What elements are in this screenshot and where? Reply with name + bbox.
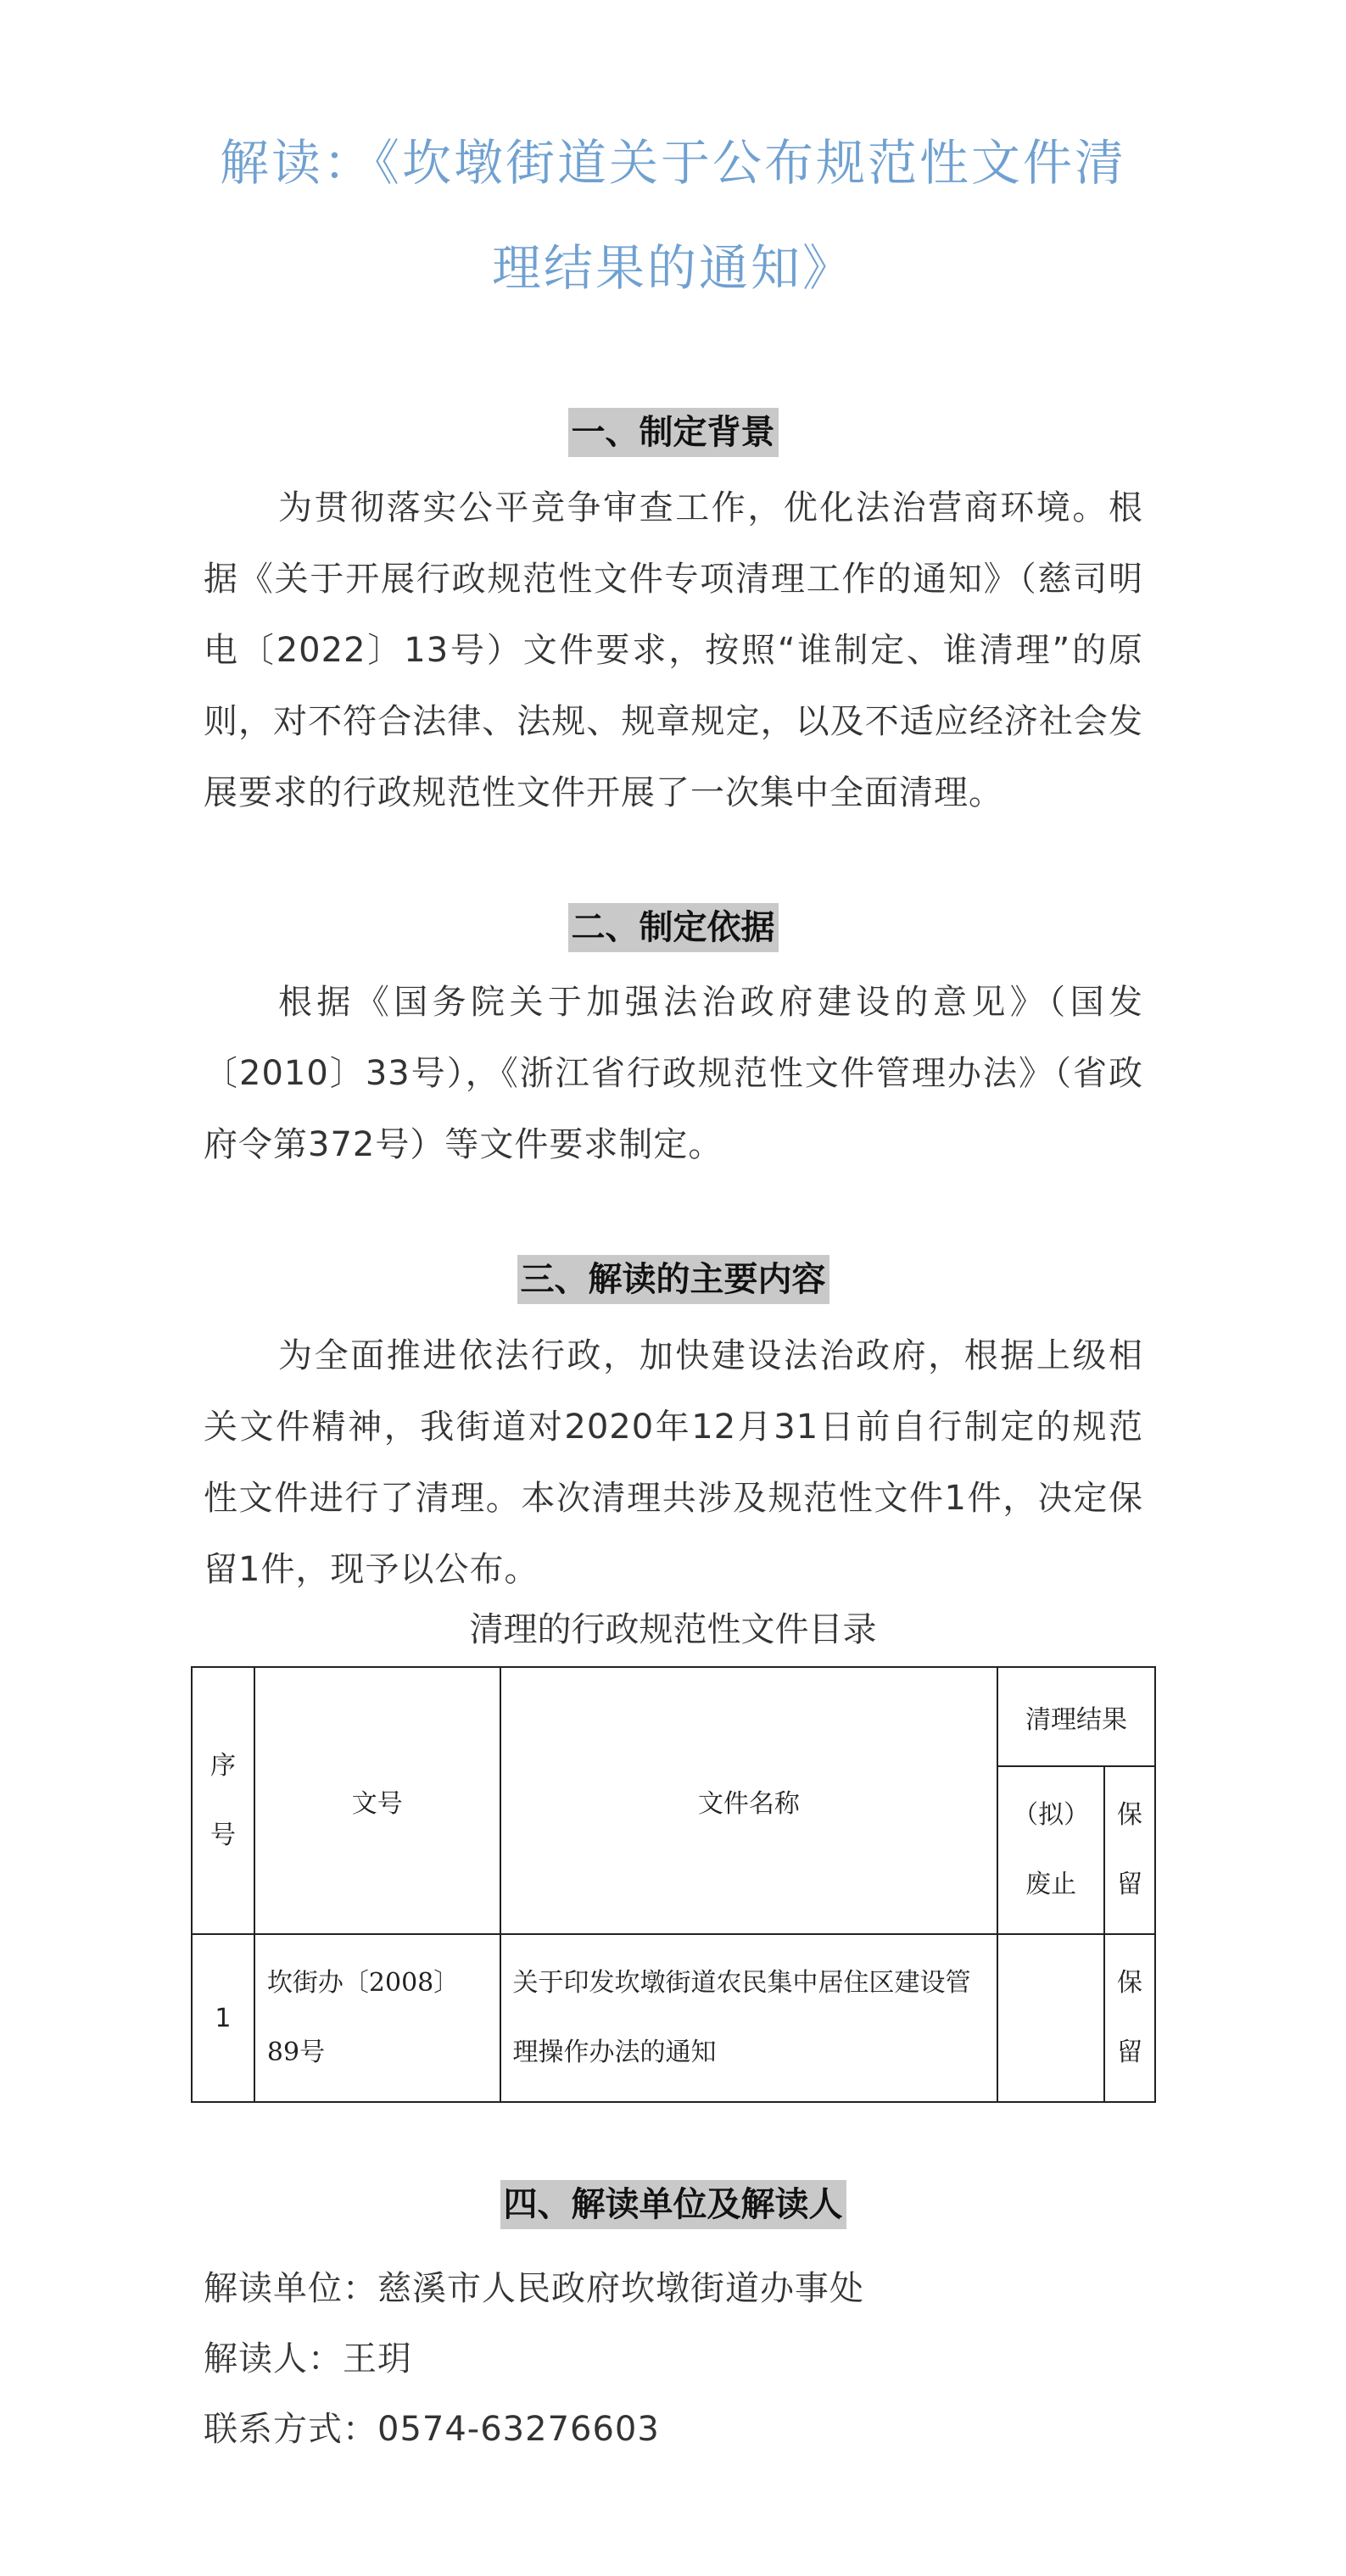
section-1-heading: 一、制定背景 <box>568 408 779 457</box>
document-title <box>153 110 1193 321</box>
document-table <box>191 1666 1156 2103</box>
header-keep: 保留 <box>1104 1766 1155 1934</box>
section-3-paragraph: 为全面推进依法行政，加快建设法治政府，根据上级相关文件精神，我街道对2020年12月31日前自行制定的规范性文件进行了清理。本次清理共涉及规范性文件1件，决定保留1件，现予以公布。 <box>204 1336 1143 1589</box>
header-result: 清理结果 <box>997 1667 1155 1766</box>
section-2-heading: 二、制定依据 <box>568 903 779 952</box>
cell-doc-name: 关于印发坎墩街道农民集中居住区建设管理操作办法的通知 <box>500 1934 998 2102</box>
section-3-heading: 三、解读的主要内容 <box>517 1255 829 1304</box>
section-heading-unit <box>0 2177 1346 2226</box>
interpreter: 解读人：王玥 <box>204 2339 412 2378</box>
section-4-heading: 四、解读单位及解读人 <box>500 2180 846 2229</box>
table-caption: 清理的行政规范性文件目录 <box>469 1610 877 1649</box>
table-row <box>192 1934 1155 2102</box>
cell-doc-no: 坎街办〔2008〕89号 <box>254 1934 500 2102</box>
cell-keep: 保留 <box>1104 1934 1155 2102</box>
header-abolish: （拟）废止 <box>997 1766 1104 1934</box>
cell-abolish <box>997 1934 1104 2102</box>
header-doc-no: 文号 <box>254 1667 500 1934</box>
cell-seq: 1 <box>192 1934 254 2102</box>
section-heading-background <box>0 405 1346 454</box>
section-heading-basis <box>0 900 1346 949</box>
section-2-paragraph: 根据《国务院关于加强法治政府建设的意见》（国发〔2010〕33号），《浙江省行政规范性文件管理办法》（省政府令第372号）等文件要求制定。 <box>204 983 1143 1164</box>
interpreting-unit: 解读单位：慈溪市人民政府坎墩街道办事处 <box>204 2269 864 2308</box>
contact-info: 联系方式：0574-63276603 <box>204 2410 660 2449</box>
title-line-1: 解读：《坎墩街道关于公布规范性文件清 <box>219 134 1126 192</box>
section-heading-content <box>0 1252 1346 1301</box>
section-1-paragraph: 为贯彻落实公平竞争审查工作，优化法治营商环境。根据《关于开展行政规范性文件专项清理工作的通知》（慈司明电〔2022〕13号）文件要求，按照“谁制定、谁清理”的原则，对不符合法律、法规、规章规定，以及不适应经济社会发展要求的行政规范性文件开展了一次集中全面清理。 <box>204 488 1143 812</box>
header-seq: 序号 <box>192 1667 254 1934</box>
header-doc-name: 文件名称 <box>500 1667 998 1934</box>
title-line-2: 理结果的通知》 <box>491 239 854 297</box>
